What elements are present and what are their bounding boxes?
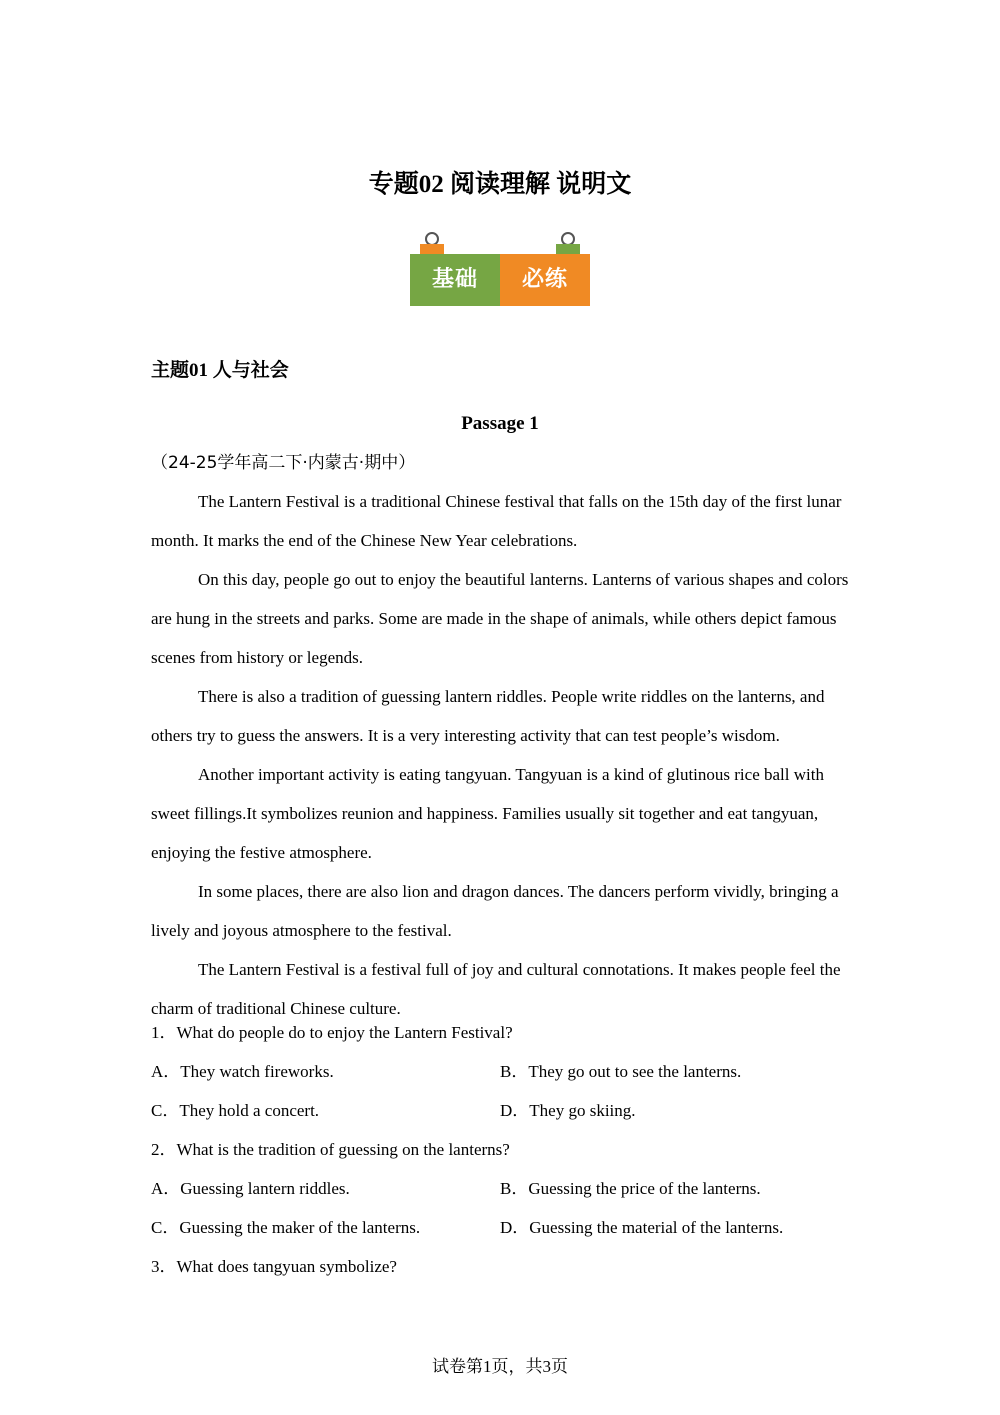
paragraph: The Lantern Festival is a festival full of joy and cultural connotations. It makes people feel the charm of traditional Chinese culture. [151,960,841,1018]
paragraph: The Lantern Festival is a traditional Chinese festival that falls on the 15th day of the first lunar month. It marks the end of the Chinese New Year celebrations. [151,492,842,550]
option-d: D．They go skiing. [500,1101,636,1120]
paragraph: In some places, there are also lion and dragon dances. The dancers perform vividly, bringing a lively and joyous atmosphere to the festival. [151,882,839,940]
basic-practice-badge [410,232,590,306]
badge-label-practice: 必练 [500,254,590,306]
paragraph: Another important activity is eating tangyuan. Tangyuan is a kind of glutinous rice ball with sweet fillings.It symbolizes reunion and happiness. Families usually sit together and eat tangyuan, enjoying the festive atmosphere. [151,765,824,862]
document-title: 专题02 阅读理解 说明文 [368,171,632,198]
page-footer: 试卷第1页，共3页 [432,1357,568,1376]
paragraph: On this day, people go out to enjoy the beautiful lanterns. Lanterns of various shapes and colors are hung in the streets and parks. Some are made in the shape of animals, while others depict famous scenes from history or legends. [151,570,849,667]
section-heading: 主题01 人与社会 [151,360,289,381]
option-c: C．Guessing the maker of the lanterns. [151,1218,421,1237]
badge-label-basic: 基础 [410,254,500,306]
option-a: A．Guessing lantern riddles. [151,1179,350,1198]
option-a: A．They watch fireworks. [151,1062,334,1081]
passage-body [151,482,851,1028]
passage-source: （24-25学年高二下·内蒙古·期中） [151,453,416,473]
question-stem: 3．What does tangyuan symbolize? [151,1257,397,1276]
option-c: C．They hold a concert. [151,1101,320,1120]
question-stem: 2．What is the tradition of guessing on the lanterns? [151,1140,510,1159]
option-d: D．Guessing the material of the lanterns. [500,1218,784,1237]
option-b: B．They go out to see the lanterns. [500,1062,742,1081]
question-stem: 1．What do people do to enjoy the Lantern Festival? [151,1023,513,1042]
paragraph: There is also a tradition of guessing lantern riddles. People write riddles on the lanterns, and others try to guess the answers. It is a very interesting activity that can test people’s wisdom. [151,687,825,745]
passage-title: Passage 1 [461,413,539,434]
option-b: B．Guessing the price of the lanterns. [500,1179,761,1198]
